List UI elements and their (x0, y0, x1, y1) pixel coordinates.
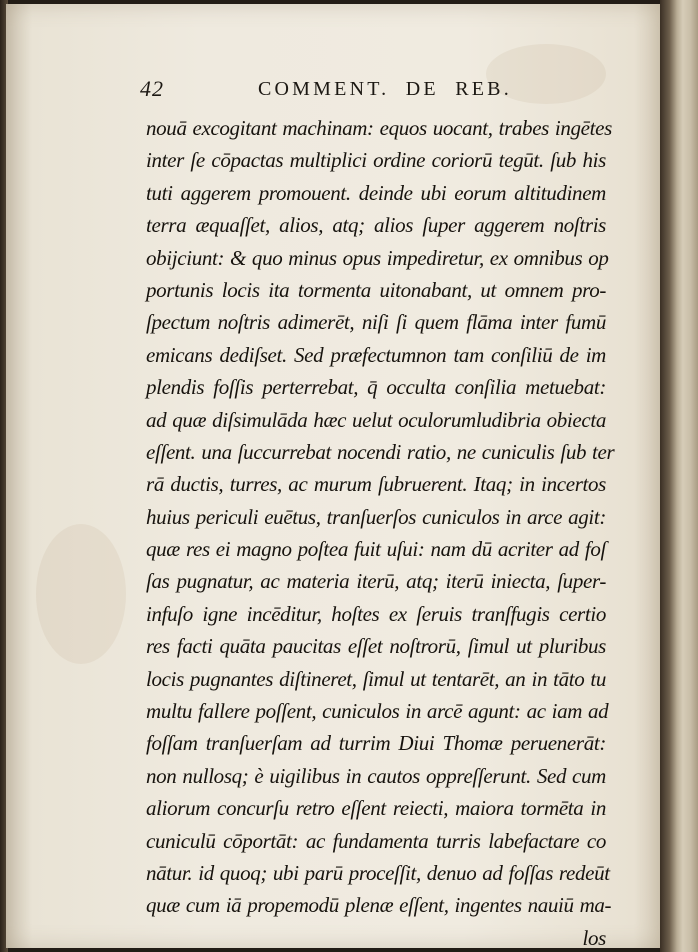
page-header (140, 76, 580, 106)
text-line: inter ſe cōpactas multiplici ordine coriorū tegūt. ſub his (146, 148, 606, 173)
text-line: non nullosq; è uigilibus in cautos oppreſſerunt. Sed cum (146, 763, 606, 788)
text-line: huius periculi euētus, tranſuerſos cuniculos in arce agit: (146, 504, 606, 529)
text-line: tuti aggerem promouent. deinde ubi eorum altitudinem (146, 180, 606, 205)
text-line: portunis locis ita tormenta uitonabant, ut omnem pro- (146, 277, 606, 302)
text-line: nouā excogitant machinam: equos uocant, trabes ingētes (146, 116, 612, 140)
paper-stain (36, 524, 126, 664)
text-line: plendis foſſis perterrebat, q̄ occulta conſilia metuebat: (146, 375, 606, 400)
running-title: COMMENT. DE REB. (258, 78, 512, 100)
next-page-edge (660, 0, 698, 952)
text-line: foſſam tranſuerſam ad turrim Diui Thomæ peruenerāt: (146, 731, 606, 756)
text-line: quæ res ei magno poſtea fuit uſui: nam dū acriter ad foſ (146, 537, 606, 562)
text-line: infuſo igne incēditur, hoſtes ex ſeruis tranſfugis certio (146, 601, 606, 626)
text-line: multu fallere poſſent, cuniculos in arcē agunt: ac iam ad (146, 699, 609, 724)
text-line: aliorum concurſu retro eſſent reiecti, maiora tormēta in (146, 796, 606, 821)
text-line: locis pugnantes diſtineret, ſimul ut tentarēt, an in tāto tu (146, 666, 606, 691)
text-line: obijciunt: & quo minus opus impediretur, ex omnibus op (146, 245, 609, 270)
text-line: quæ cum iā propemodū plenæ eſſent, ingentes nauiū ma- (146, 893, 612, 918)
text-line: ad quæ diſsimulāda hæc uelut oculorumludibria obiecta (146, 407, 606, 432)
text-line-catchword: los (582, 925, 606, 950)
text-line: nātur. id quoq; ubi parū proceſſit, denuo ad foſſas redeūt (146, 860, 610, 885)
text-line: ſas pugnatur, ac materia iterū, atq; iterū iniecta, ſuper- (146, 569, 606, 594)
text-line: terra æquaſſet, alios, atq; alios ſuper aggerem noſtris (146, 213, 606, 238)
text-line: res facti quāta paucitas eſſet noſtrorū, ſimul ut pluribus (146, 634, 606, 659)
text-line: emicans dediſset. Sed præfectumnon tam conſiliū de im (146, 342, 606, 367)
body-text (146, 112, 615, 952)
text-line: cuniculū cōportāt: ac fundamenta turris labefactare co (146, 828, 606, 853)
page-number: 42 (140, 76, 164, 101)
text-line: rā ductis, turres, ac murum ſubruerent. Itaq; in incertos (146, 472, 606, 497)
text-line: eſſent. una ſuccurrebat nocendi ratio, ne cuniculis ſub ter (146, 439, 615, 464)
text-line: ſpectum noſtris adimerēt, niſi ſi quem flāma inter fumū (146, 310, 606, 335)
